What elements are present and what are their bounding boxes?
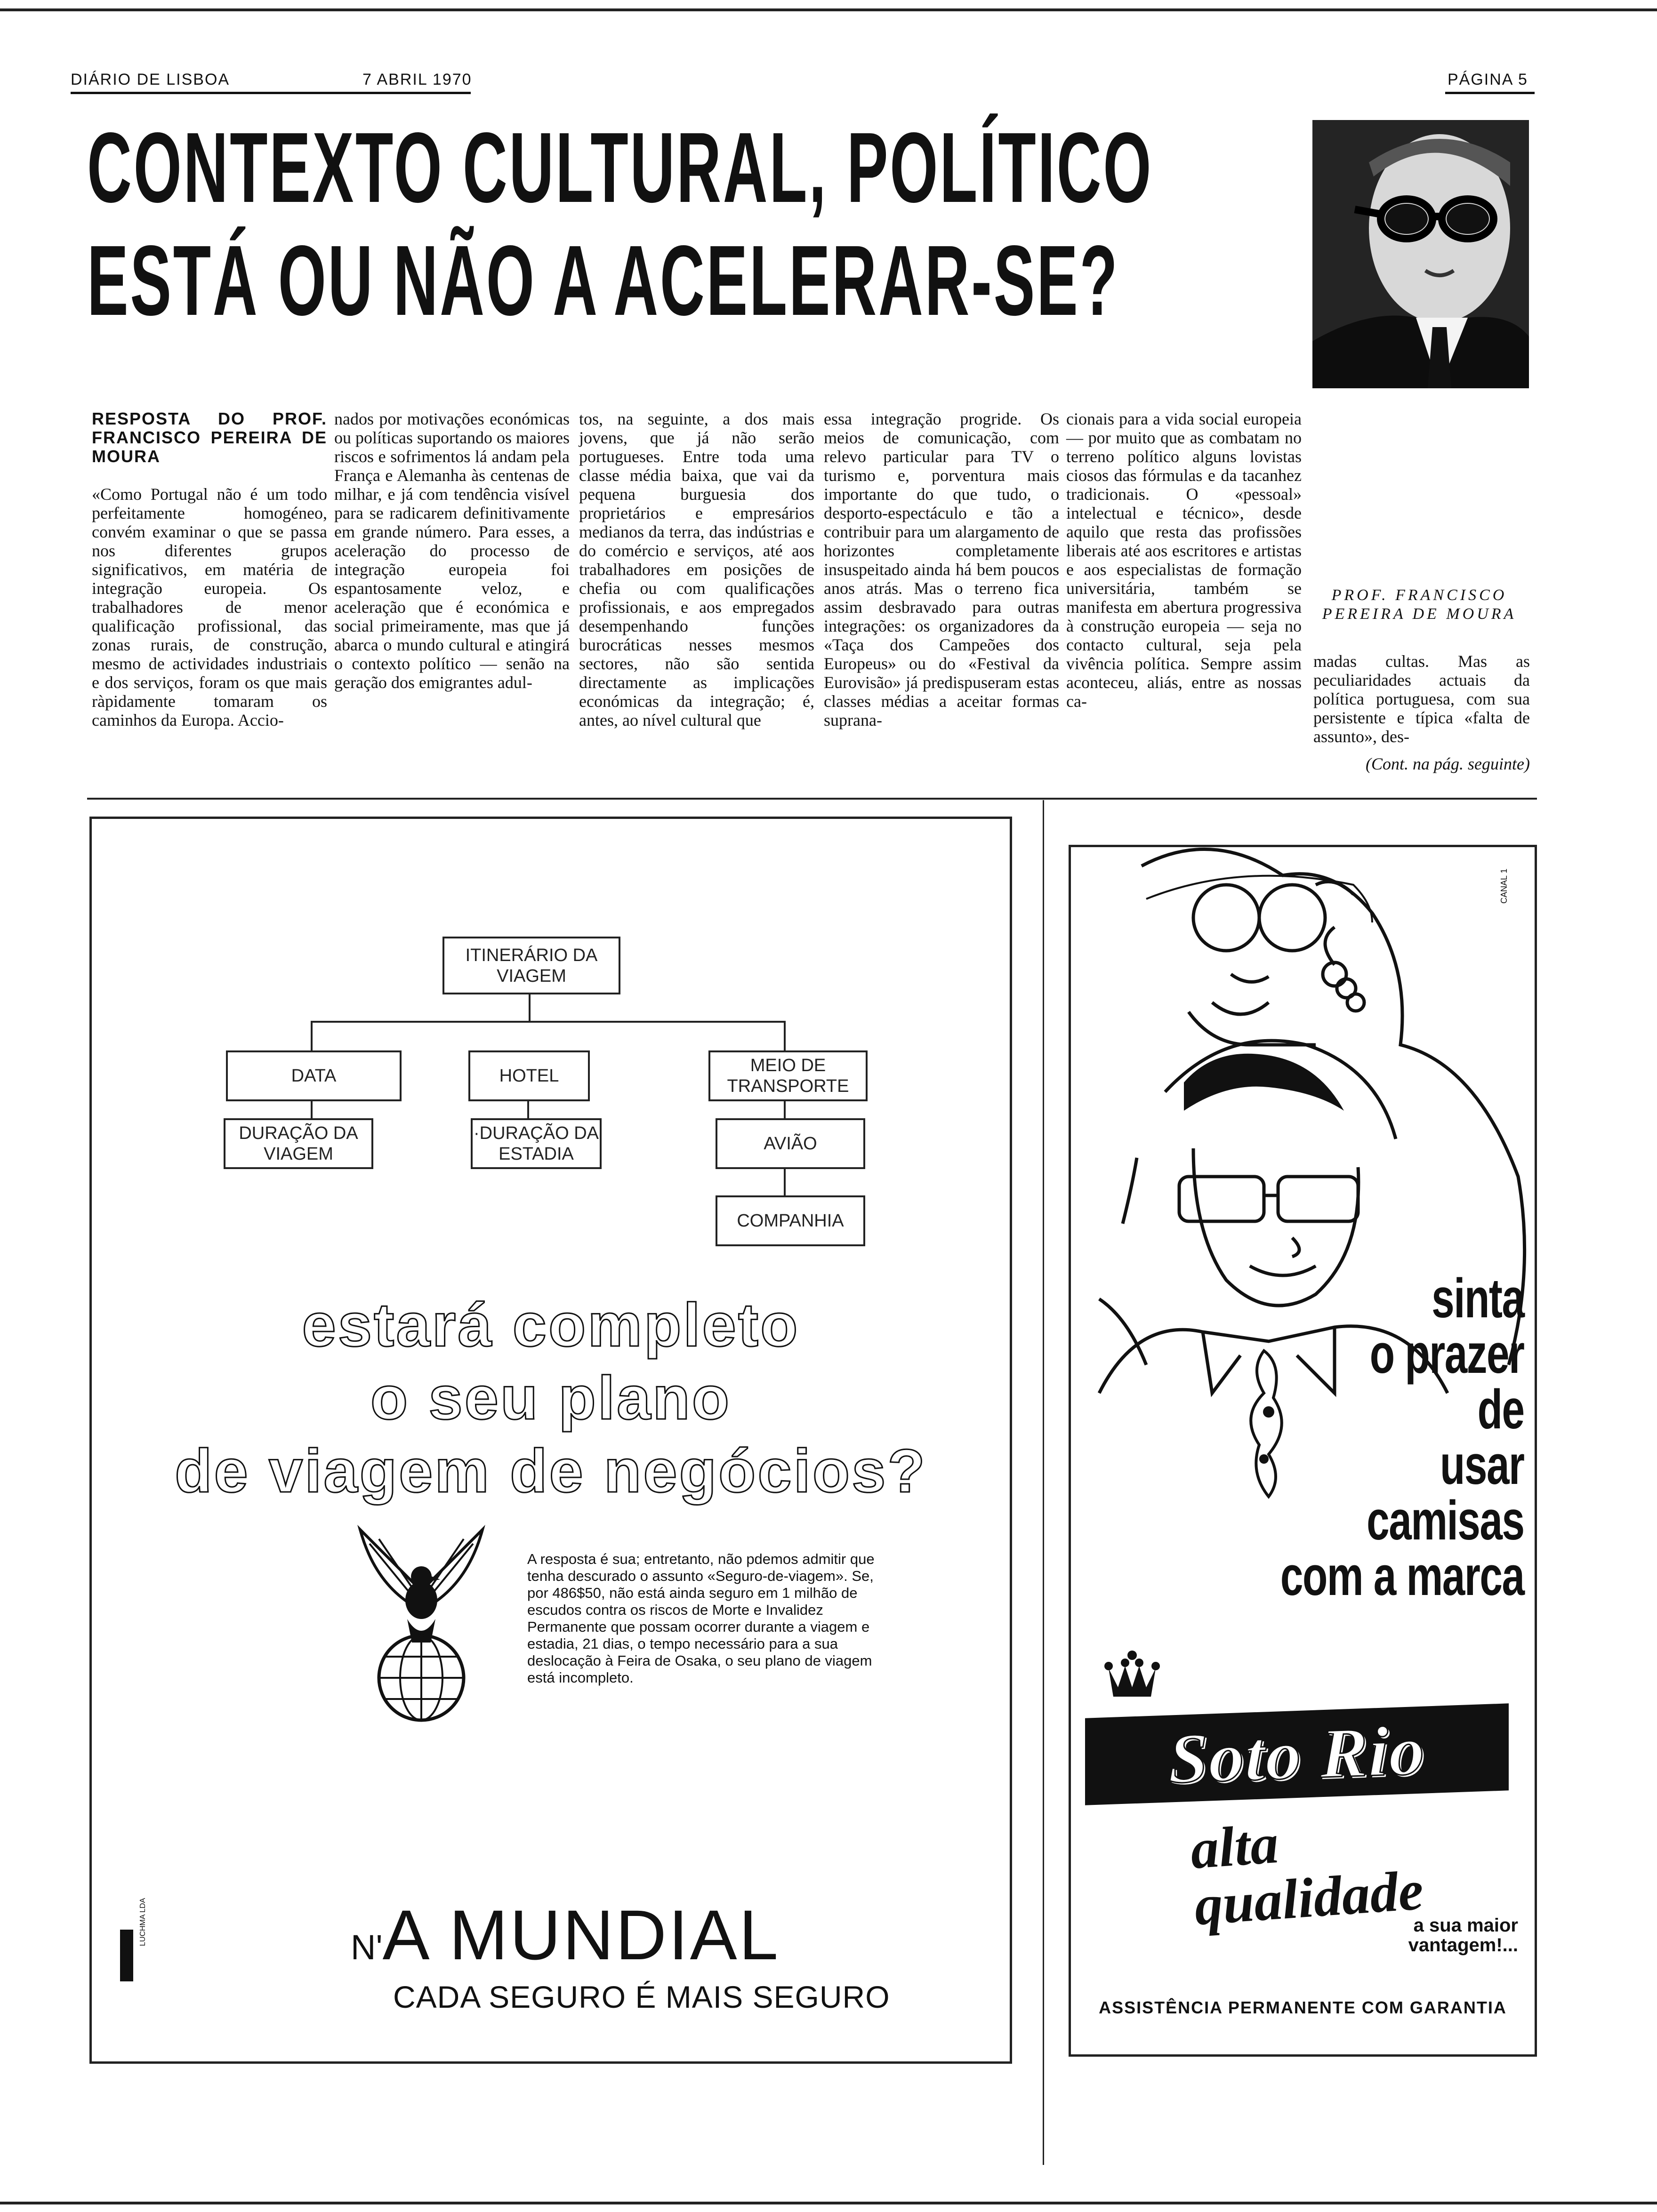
eagle-globe-logo xyxy=(355,1525,487,1727)
article-bottom-rule xyxy=(87,798,1537,800)
headline-line-2: ESTÁ OU NÃO A ACELERAR-SE? xyxy=(87,224,1119,336)
page-number: PÁGINA 5 xyxy=(1448,71,1528,88)
brand-line xyxy=(351,1894,780,1976)
article-column-2 xyxy=(334,409,570,692)
article-text-col3: tos, na seguinte, a dos mais jovens, que já não serão portugueses. Entre toda uma classe média baixa, que vai da pequena burguesia dos proprietários e empresários medianos da terra, das indústrias e do comércio e serviços, até aos trabalhadores em posições de chefia ou com qualificações profissionais, e aos empregados desempenhando funções burocráticas nesses mesmos sectores, não são sentida directamente as implicações económicas da integração; é, antes, ao nível cultural que xyxy=(579,409,814,729)
ad-question-line-2: o seu plano xyxy=(370,1363,732,1432)
slogan-block xyxy=(1195,1267,1524,1607)
bottom-rule xyxy=(0,2202,1657,2204)
quality-tagline: a sua maior vantagem!... xyxy=(1408,1915,1518,1956)
diagram-duracao-estadia: ·DURAÇÃO DA ESTADIA xyxy=(471,1118,602,1169)
paper-name: DIÁRIO DE LISBOA xyxy=(71,71,230,88)
masthead-rule xyxy=(71,92,471,94)
slogan-line-3: de xyxy=(1478,1378,1524,1441)
diagram-meio: MEIO DE TRANSPORTE xyxy=(708,1050,868,1101)
slogan-line-4: usar xyxy=(1440,1434,1524,1496)
byline: RESPOSTA DO PROF. FRANCISCO PEREIRA DE MOURA xyxy=(92,409,327,466)
diagram-aviao: AVIÃO xyxy=(716,1118,865,1169)
connector xyxy=(527,1099,529,1118)
brand-slogan: CADA SEGURO É MAIS SEGURO xyxy=(393,1980,890,2014)
slogan-line-6: com a marca xyxy=(1280,1545,1524,1607)
article-text-col1: «Como Portugal não é um todo perfeitamente homogéneo, convém examinar o que se passa nos diferentes grupos significativos, em matéria de integração europeia. Os trabalhadores de menor qualificação profissional, das zonas rurais, de construção, mesmo de actividades industriais e dos serviços, foram os que mais ràpidamente tomaram os caminhos da Europa. Accio- xyxy=(92,485,327,729)
ad-agency-label: CANAL 1 xyxy=(1499,868,1509,904)
article-text-col6: madas cultas. Mas as peculiaridades actuais da política portuguesa, com sua persistente e típica «falta de assunto», des- xyxy=(1313,652,1530,746)
ad-question-line-1: estará completo xyxy=(302,1290,800,1359)
connector xyxy=(784,1167,786,1195)
slogan-line-2: o prazer xyxy=(1370,1323,1524,1385)
brand-name: A MUNDIAL xyxy=(382,1895,780,1974)
ad-mundial xyxy=(89,817,1012,2064)
brand-prefix: N' xyxy=(351,1928,383,1967)
article-column-5 xyxy=(1066,409,1302,711)
article-column-4 xyxy=(824,409,1059,729)
article-text-col5: cionais para a vida social europeia — por muito que as combatam no terreno político alguns lovistas ciosos das fórmulas e da tacanhez tradicionais. O «pessoal» intelectual e técnico», desde aquilo que resta das profissões liberais até aos escritores e artistas e aos especialistas de formação universitária, também se manifesta em abertura progressiva à construção europeia — seja no contacto cultural, seja pela vivência política. Sempre assim aconteceu, aliás, entre as nossas ca- xyxy=(1066,409,1302,711)
article-column-1 xyxy=(92,409,327,729)
diagram-data: DATA xyxy=(226,1050,402,1101)
page-number-rule xyxy=(1445,92,1535,94)
headline-line-1: CONTEXTO CULTURAL, POLÍTICO xyxy=(87,112,1153,223)
top-rule xyxy=(0,8,1657,11)
photo-caption: PROF. FRANCISCO PEREIRA DE MOURA xyxy=(1322,586,1517,623)
diagram-companhia: COMPANHIA xyxy=(716,1195,865,1246)
page-date: 7 ABRIL 1970 xyxy=(362,71,472,88)
ad-sotorio xyxy=(1069,845,1537,2057)
portrait-image xyxy=(1312,120,1529,388)
connector xyxy=(311,1021,784,1023)
sotorio-footer: ASSISTÊNCIA PERMANENTE COM GARANTIA xyxy=(1099,1998,1507,2017)
crown-icon xyxy=(1104,1650,1160,1701)
article-column-6 xyxy=(1313,652,1530,773)
slogan-line-5: camisas xyxy=(1367,1490,1524,1552)
article-text-col4: essa integração progride. Os meios de comunicação, com relevo particular para TV o turismo e, porventura mais importante do que tudo, o desporto-espectáculo e tão a contribuir para um alargamento de horizontes completamente insuspeitado ainda há bem poucos anos atrás. Mas o terreno fica assim desbravado para outras integrações: os organizadores da «Taça dos Campeões dos Europeus» ou do «Festival da Eurovisão» já predispuseram estas classes médias a aceitar formas suprana- xyxy=(824,409,1059,729)
ad-mundial-body: A resposta é sua; entretanto, não pdemos admitir que tenha descurado o assunto «Seguro-de-viagem». Se, por 486$50, não está ainda seguro em 1 milhão de escudos contra os riscos de Morte e Invalidez Permanente que possam ocorrer durante a viagem e estadia, 21 dias, o tempo necessário para a sua deslocação à Feira de Osaka, o seu plano de viagem está incompleto. xyxy=(527,1551,875,1686)
connector xyxy=(784,1099,786,1118)
diagram-hotel: HOTEL xyxy=(468,1050,590,1101)
article-column-3 xyxy=(579,409,814,729)
connector xyxy=(784,1021,786,1050)
diagram-duracao-viagem: DURAÇÃO DA VIAGEM xyxy=(224,1118,373,1169)
connector xyxy=(311,1099,313,1118)
quality-text: alta qualidade xyxy=(1188,1811,1425,1937)
diagram-root: ITINERÁRIO DA VIAGEM xyxy=(442,937,620,994)
slogan-line-1: sinta xyxy=(1432,1267,1524,1330)
ad-agency-mark xyxy=(120,1930,133,1981)
sotorio-logo-banner xyxy=(1085,1703,1509,1805)
portrait-photo xyxy=(1312,120,1529,388)
article-text-col2: nados por motivações económicas ou políticas suportando os maiores riscos e sofrimentos lá andam pela França e Alemanha às centenas de milhar, e já com tendência visível para se radicarem definitivamente em grande número. Para esses, a aceleração do processo de integração europeia foi espantosamente veloz, e aceleração que é económica e social primeiramente, mas que já abarca o mundo cultural e atingirá o contexto político — senão na geração dos emigrantes adul- xyxy=(334,409,570,692)
connector xyxy=(529,993,531,1021)
sotorio-logo: Soto Rio xyxy=(1168,1710,1425,1798)
ad-agency-label: LUCHMA LDA xyxy=(139,1898,147,1946)
ad-question-line-3: de viagem de negócios? xyxy=(175,1436,927,1505)
continued-note: (Cont. na pág. seguinte) xyxy=(1366,754,1530,773)
ad-separator xyxy=(1043,800,1044,2165)
connector xyxy=(311,1021,313,1050)
